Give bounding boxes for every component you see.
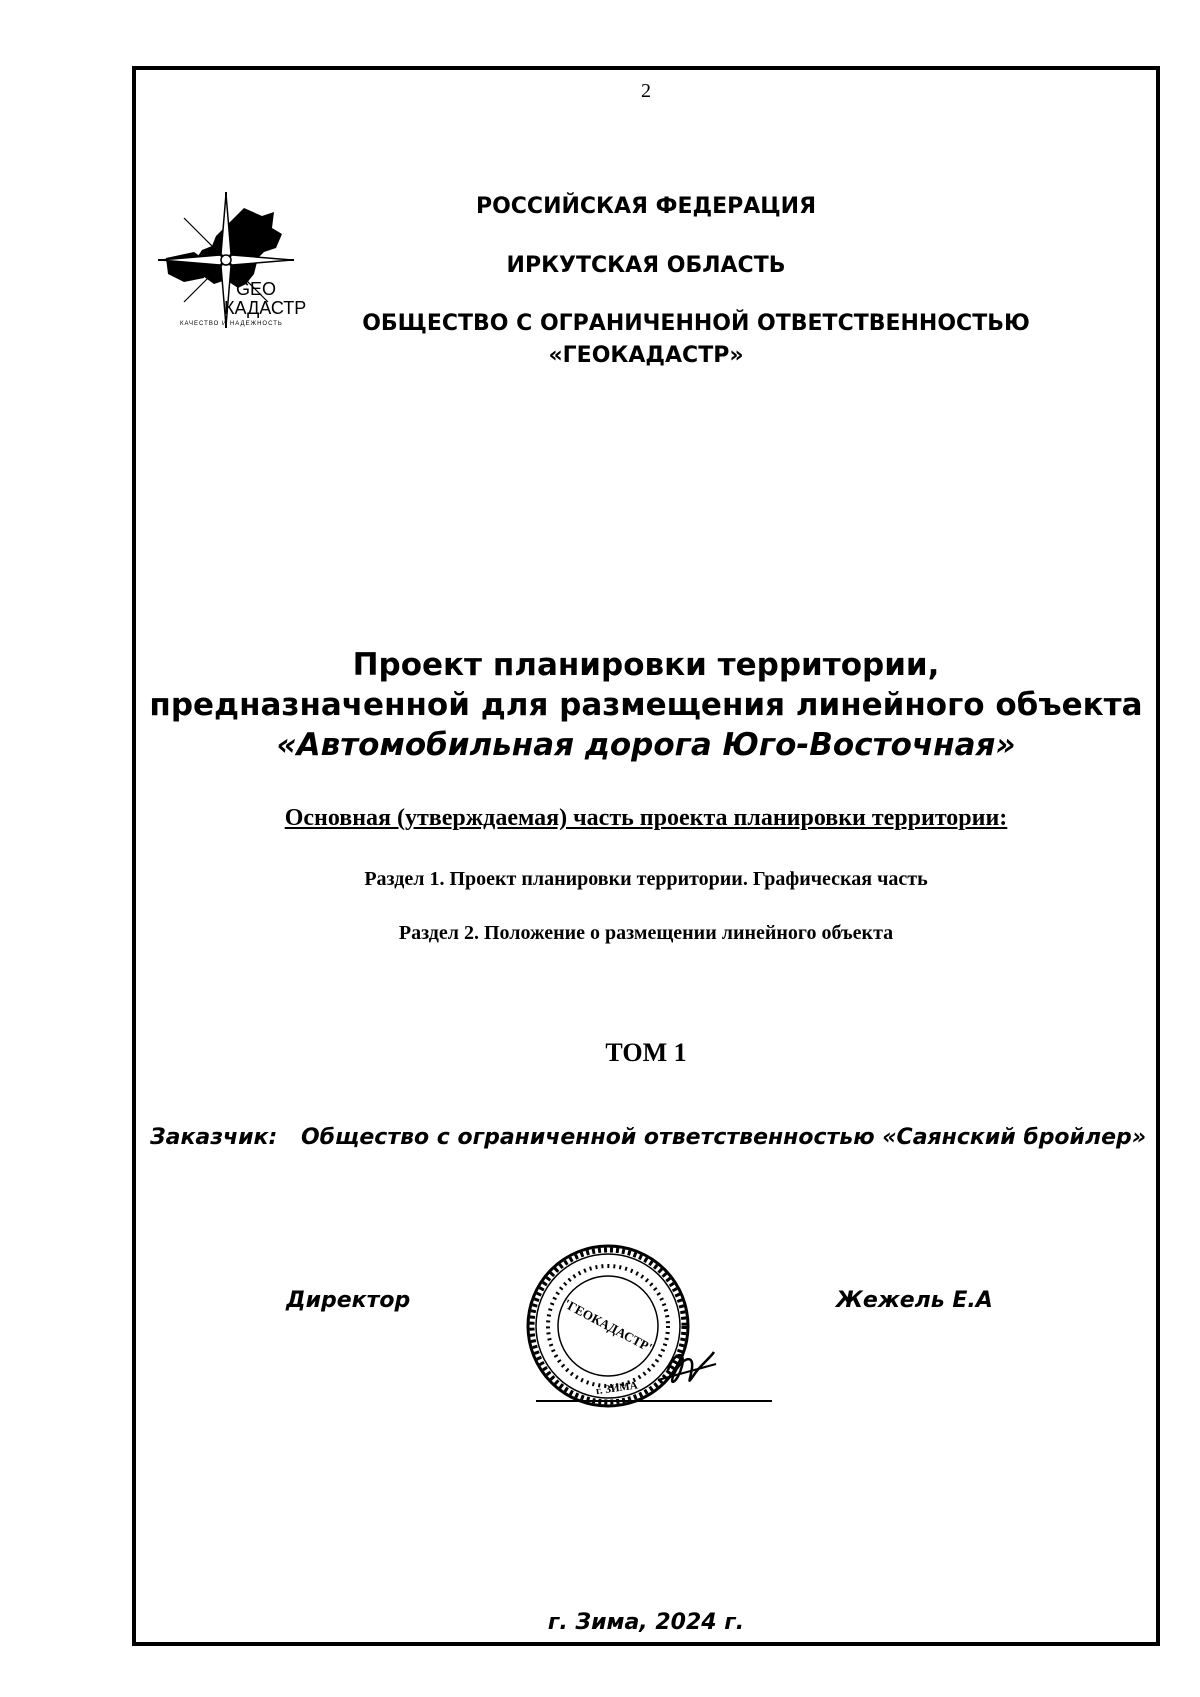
company-seal	[518, 1240, 718, 1420]
customer-label: Заказчик:	[150, 1125, 278, 1150]
logo-tagline: КАЧЕСТВО И НАДЕЖНОСТЬ	[180, 321, 283, 327]
customer-name: Общество с ограниченной ответственностью «Саянский бройлер»	[300, 1125, 1147, 1150]
header-organization-name: «ГЕОКАДАСТР»	[548, 343, 744, 368]
header-country: РОССИЙСКАЯ ФЕДЕРАЦИЯ	[475, 194, 817, 219]
header-organization: ОБЩЕСТВО С ОГРАНИЧЕННОЙ ОТВЕТСТВЕННОСТЬЮ	[362, 311, 1030, 336]
logo-text-geo: GEO	[236, 279, 277, 299]
place-and-year: г. Зима, 2024 г.	[547, 1610, 745, 1635]
document-title-line1: Проект планировки территории,	[352, 647, 940, 683]
signature-line	[536, 1400, 772, 1402]
signer-name: Жежель Е.А	[836, 1288, 993, 1313]
section-2: Раздел 2. Положение о размещении линейного объекта	[398, 922, 894, 944]
seal-center-text: "ГЕОКАДАСТР"	[558, 1294, 658, 1357]
customer-line	[150, 1125, 1146, 1150]
page-number: 2	[641, 80, 651, 102]
section-1: Раздел 1. Проект планировки территории. Графическая часть	[364, 868, 928, 890]
page-frame	[132, 66, 1160, 1646]
document-title-line2: предназначенной для размещения линейного объекта	[149, 687, 1143, 723]
logo-text-kadastr: КАДАСТР	[224, 298, 307, 318]
document-title-object: «Автомобильная дорога Юго-Восточная»	[276, 727, 1016, 763]
volume-label: ТОМ 1	[605, 1038, 687, 1067]
seal-city-text: г. ЗИМА	[595, 1379, 639, 1398]
header-region: ИРКУТСКАЯ ОБЛАСТЬ	[506, 253, 786, 278]
signer-role: Директор	[286, 1288, 411, 1313]
main-section-heading: Основная (утверждаемая) часть проекта планировки территории:	[284, 805, 1008, 831]
